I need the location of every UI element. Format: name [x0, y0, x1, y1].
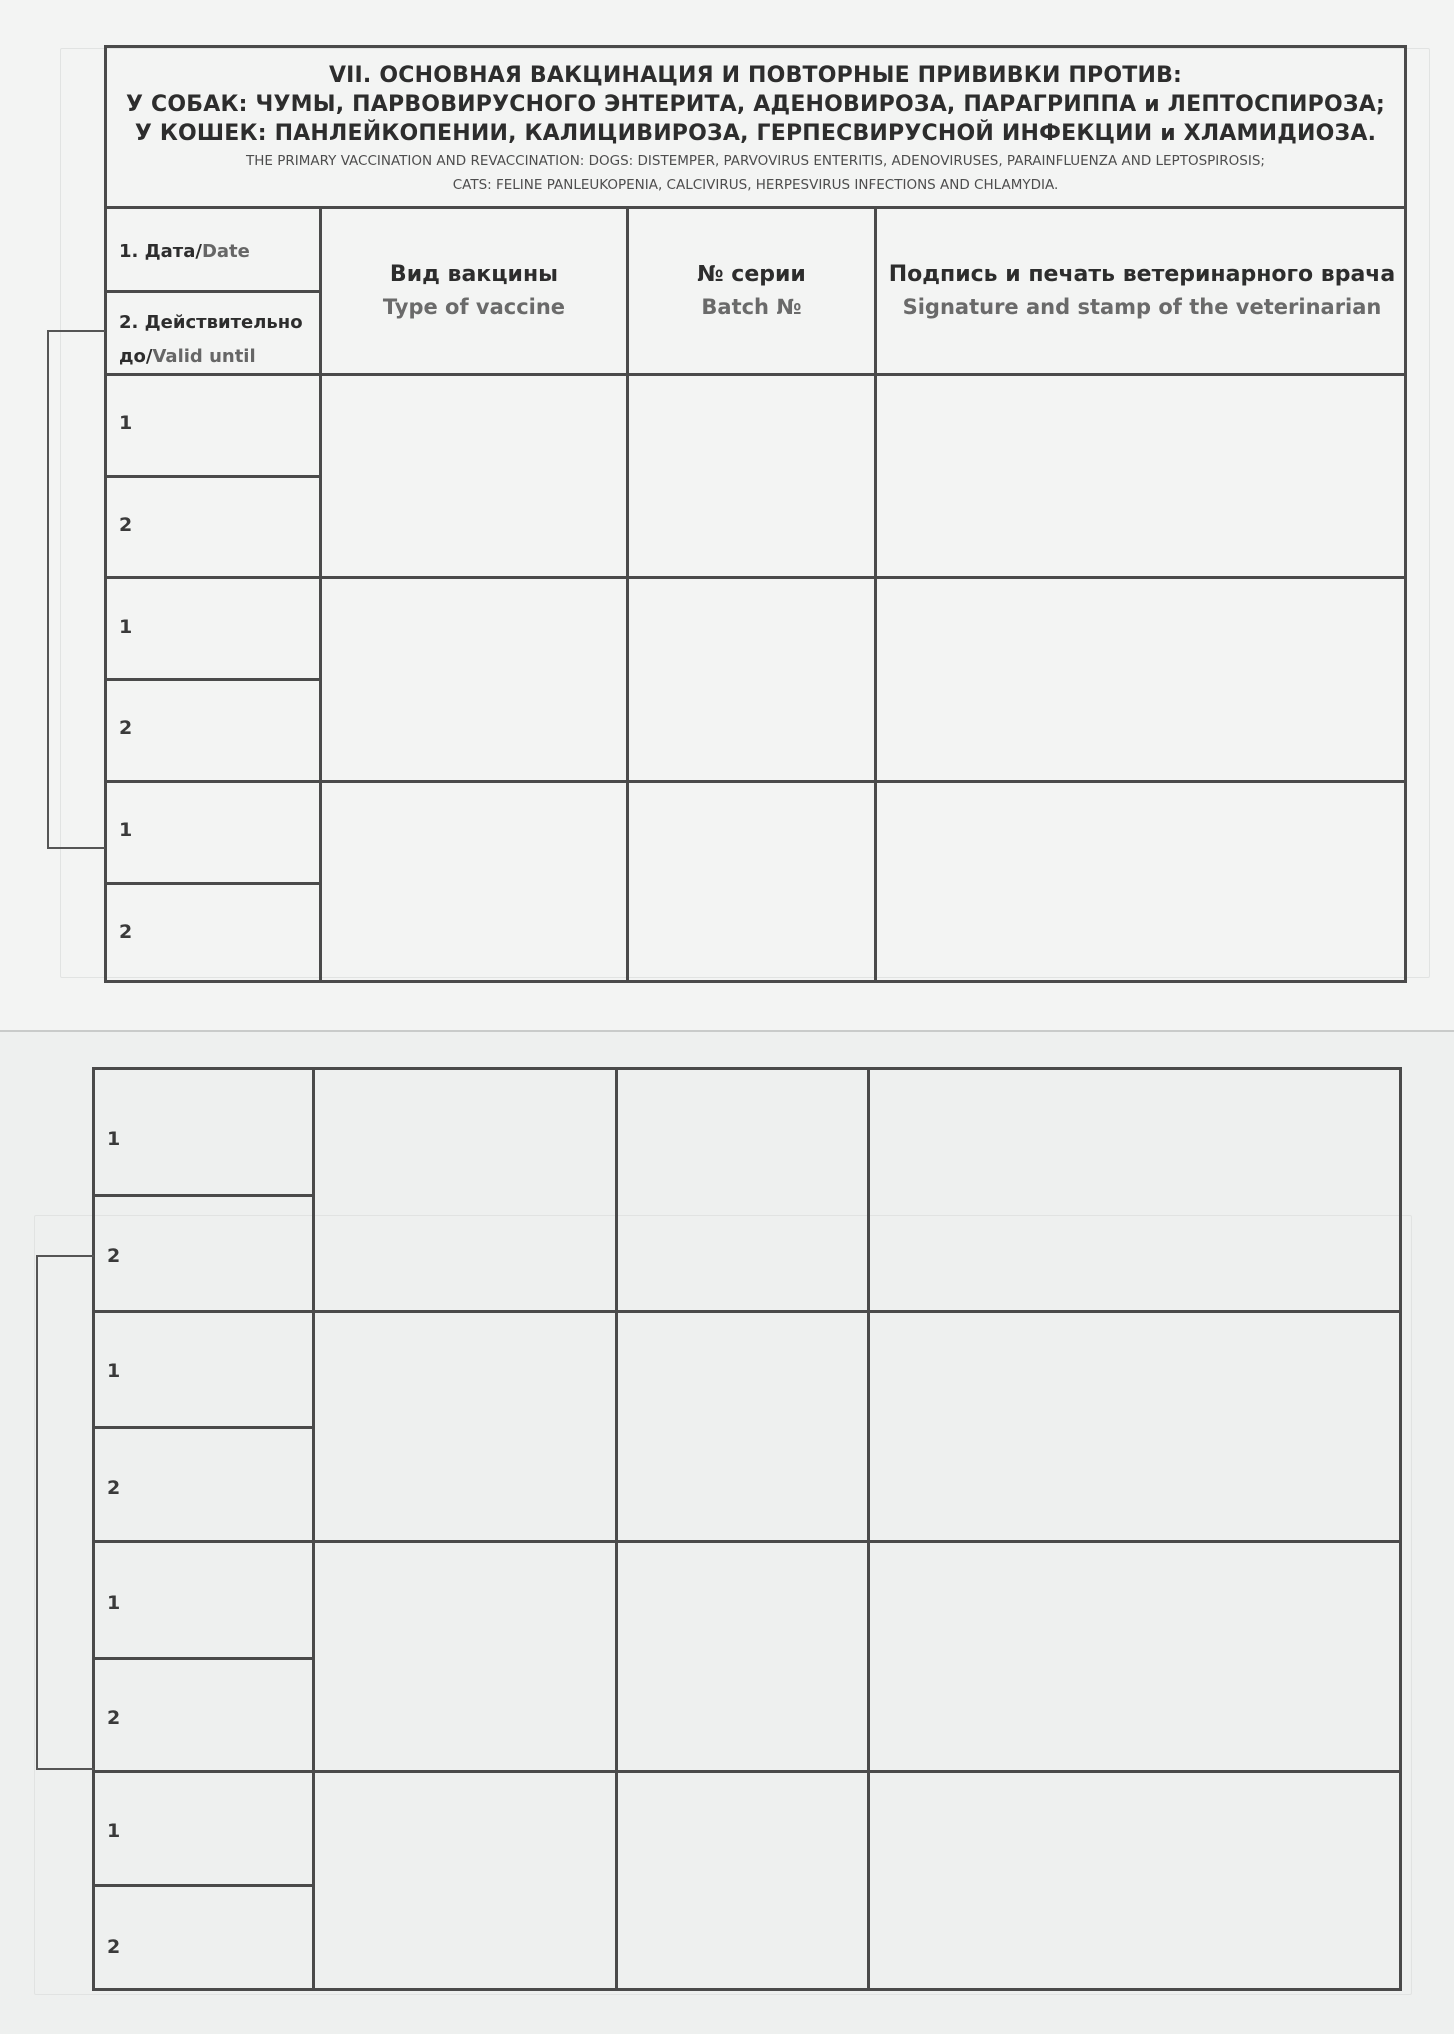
row-number: 2: [107, 1245, 121, 1267]
english-dogs-line: THE PRIMARY VACCINATION AND REVACCINATION: DOGS: DISTEMPER, PARVOVIRUS ENTERITIS, ADENOVIRUSES, PARAINFLUENZA AND LEPTOSPIROSIS;: [246, 153, 1265, 169]
row-number: 2: [119, 514, 133, 536]
row-divider: [95, 1194, 312, 1197]
row-divider: [107, 475, 319, 478]
page-edge-bracket: [36, 1255, 94, 1770]
group-divider: [95, 1310, 1399, 1313]
row-number: 2: [119, 717, 133, 739]
date-label-en: Date: [201, 241, 250, 262]
vaccine-type-header: [322, 259, 626, 323]
row-number: 1: [107, 1592, 121, 1614]
vaccination-table-bottom: [92, 1067, 1402, 1991]
column-divider: [867, 1070, 870, 1988]
row-number: 1: [107, 1128, 121, 1150]
signature-label-en: Signature and stamp of the veterinarian: [902, 295, 1382, 319]
cats-diseases-line: У КОШЕК: ПАНЛЕЙКОПЕНИИ, КАЛИЦИВИРОЗА, ГЕРПЕСВИРУСНОЙ ИНФЕКЦИИ и ХЛАМИДИОЗА.: [134, 121, 1377, 146]
batch-label-ru: № серии: [697, 262, 806, 287]
dogs-diseases-line: У СОБАК: ЧУМЫ, ПАРВОВИРУСНОГО ЭНТЕРИТА, АДЕНОВИРОЗА, ПАРАГРИППА и ЛЕПТОСПИРОЗА;: [126, 92, 1385, 117]
group-divider: [95, 1770, 1399, 1773]
section-header: [107, 48, 1404, 209]
vaccination-table-top: [104, 45, 1407, 983]
valid-until-header: [119, 306, 303, 374]
valid-label-ru-2: до/: [119, 346, 153, 367]
row-divider: [107, 290, 319, 293]
valid-label-ru: 2. Действительно: [119, 312, 303, 333]
column-divider: [626, 209, 629, 983]
group-divider: [107, 576, 1404, 579]
page-fold: [0, 1030, 1454, 1032]
batch-number-header: [629, 259, 874, 323]
row-number: 2: [107, 1936, 121, 1958]
vaccine-type-label-ru: Вид вакцины: [389, 262, 559, 287]
row-number: 2: [107, 1477, 121, 1499]
group-divider: [95, 1540, 1399, 1543]
column-divider: [312, 1070, 315, 1988]
date-label-ru: 1. Дата/: [119, 241, 202, 262]
batch-label-en: Batch №: [701, 295, 802, 319]
row-number: 1: [119, 412, 133, 434]
row-number: 2: [107, 1707, 121, 1729]
row-number: 2: [119, 921, 133, 943]
column-divider: [874, 209, 877, 983]
row-number: 1: [107, 1360, 121, 1382]
row-divider: [95, 1657, 312, 1660]
english-cats-line: CATS: FELINE PANLEUKOPENIA, CALCIVIRUS, HERPESVIRUS INFECTIONS AND CHLAMYDIA.: [452, 177, 1059, 193]
column-divider: [319, 209, 322, 983]
section-title: VII. ОСНОВНАЯ ВАКЦИНАЦИЯ И ПОВТОРНЫЕ ПРИВИВКИ ПРОТИВ:: [328, 63, 1183, 88]
group-divider: [107, 780, 1404, 783]
date-header: [119, 241, 250, 262]
valid-label-en: Valid until: [152, 346, 256, 367]
row-number: 1: [107, 1820, 121, 1842]
signature-header: [877, 259, 1407, 323]
signature-label-ru: Подпись и печать ветеринарного врача: [888, 262, 1396, 287]
row-divider: [95, 1884, 312, 1887]
row-divider: [107, 678, 319, 681]
vaccine-type-label-en: Type of vaccine: [382, 295, 566, 319]
row-divider: [107, 882, 319, 885]
row-divider: [95, 1426, 312, 1429]
column-divider: [615, 1070, 618, 1988]
row-number: 1: [119, 819, 133, 841]
page-edge-bracket: [47, 330, 105, 849]
row-number: 1: [119, 616, 133, 638]
